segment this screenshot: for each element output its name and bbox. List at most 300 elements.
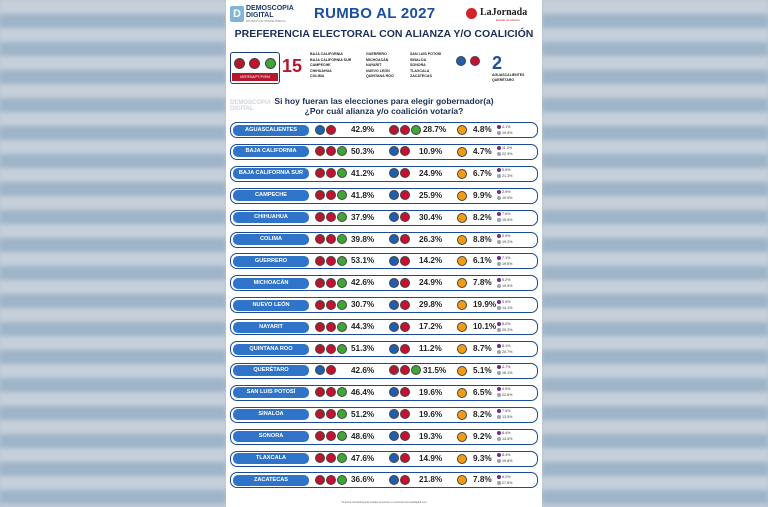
opposition-states [492,73,524,83]
other-party-icon [497,300,501,304]
brand-name [246,5,294,19]
other-value: 19.5% [502,130,513,135]
other-percentages [497,211,512,223]
state-name: BAJA CALIFORNIA SUR [233,168,309,179]
morena-percentage: 51.3% [351,344,375,353]
state-label: CAMPECHE [310,63,331,68]
pt-logo-icon [326,190,336,200]
mc-logo-icon [457,475,467,485]
state-name: ZACATECAS [233,475,309,486]
watermark-line: DEMOSCOPIA [230,100,272,106]
mc-percentage: 7.8% [473,475,492,485]
survey-question [226,96,542,116]
pri-logo-icon [400,300,410,310]
morena-alliance-logos [315,212,348,223]
other-line [497,414,512,420]
other-line [497,370,512,376]
demoscopia-logo-icon: D [230,6,244,22]
morena-logo-icon [234,58,245,69]
opposition-alliance-logos [389,300,411,311]
infographic-card [226,0,542,507]
undecided-icon [497,481,501,485]
undecided-icon [497,218,501,222]
other-percentages [497,364,512,376]
other-value: 8.1% [502,343,511,348]
morena-percentage: 28.7% [423,125,447,134]
pan-logo-icon [456,56,466,66]
state-name: BAJA CALIFORNIA [233,146,309,157]
state-label: TLAXCALA [410,68,430,73]
pan-logo-icon [389,168,399,178]
other-line [497,130,512,136]
state-label: SAN LUIS POTOSÍ [410,52,442,56]
morena-logo-icon [389,365,399,375]
opposition-percentage: 24.9% [419,278,443,288]
state-label: ZACATECAS [410,74,432,79]
other-party-icon [497,146,501,150]
opposition-alliance-logos [315,365,337,376]
morena-percentage: 31.5% [423,365,447,375]
undecided-icon [497,328,501,332]
other-value: 11.2% [502,146,513,151]
morena-alliance-logos [315,453,348,464]
other-line [497,277,512,283]
morena-logo-icon [315,431,325,441]
opposition-alliance-logos [389,475,411,486]
other-value: 19.5% [502,261,513,266]
pri-logo-icon [400,256,410,266]
morena-alliance-logos [315,322,348,333]
state-name: CHIHUAHUA [233,212,309,223]
pvem-logo-icon [337,234,347,244]
other-percentages [497,452,512,464]
mc-logo-icon [457,344,467,354]
pvem-logo-icon [337,300,347,310]
undecided-icon [497,152,501,156]
state-label: SONORA [410,63,426,68]
undecided-icon [497,174,501,178]
other-value: 20.7% [502,349,513,354]
pt-logo-icon [326,212,336,222]
other-value: 8.4% [502,431,511,436]
other-percentages [497,343,512,355]
state-label: COLIMA [310,74,325,79]
pan-logo-icon [389,146,399,156]
undecided-icon [497,262,501,266]
morena-percentage: 37.9% [351,212,375,222]
pri-logo-icon [326,125,336,135]
table-row [230,166,538,182]
pvem-logo-icon [337,475,347,485]
other-party-icon [497,234,501,238]
pt-logo-icon [326,146,336,156]
mc-percentage: 6.1% [473,256,492,266]
other-value: 5.5% [502,299,511,304]
pvem-logo-icon [337,190,347,200]
mc-logo-icon [457,366,467,376]
opposition-percentage: 19.6% [419,387,443,397]
other-value: 7.6% [502,212,511,217]
other-percentages [497,321,512,333]
pvem-logo-icon [337,344,347,354]
other-party-icon [497,409,501,413]
opposition-percentage: 10.9% [419,146,443,156]
morena-states-col3 [410,52,441,80]
state-name: SONORA [233,431,309,442]
morena-percentage: 50.3% [351,146,375,156]
morena-alliance-logos [389,125,422,136]
opposition-percentage: 24.9% [419,168,443,178]
opposition-alliance-logos [389,190,411,201]
opposition-alliance-logos [315,125,337,136]
pt-logo-icon [249,58,260,69]
pri-logo-icon [400,475,410,485]
morena-alliance-logos [315,300,348,311]
morena-percentage: 36.6% [351,475,375,485]
page-title: RUMBO AL 2027 [314,5,436,22]
mc-logo-icon [457,322,467,332]
pt-logo-icon [326,234,336,244]
other-party-icon [497,278,501,282]
table-row [230,451,538,467]
pvem-logo-icon [265,58,276,69]
pt-logo-icon [400,365,410,375]
other-value: 4.7% [502,365,511,370]
other-percentages [497,233,512,245]
other-line [497,173,512,179]
state-name: TLAXCALA [233,453,309,464]
morena-alliance-label: MORENA/PT/PVEM [232,73,278,81]
mc-logo-icon [457,235,467,245]
morena-logo-icon [315,190,325,200]
other-percentages [497,277,512,289]
other-percentages [497,255,512,267]
morena-logo-icon [315,278,325,288]
opposition-state-count: 2 [492,53,503,73]
mc-percentage: 6.7% [473,168,492,178]
other-line [497,124,512,130]
other-value: 14.5% [502,437,513,442]
morena-percentage: 44.3% [351,322,375,332]
opposition-percentage: 29.8% [419,300,443,310]
opposition-percentage: 11.2% [419,344,442,353]
other-party-icon [497,453,501,457]
state-label: NAYARIT [366,63,382,68]
mc-percentage: 9.9% [473,190,492,200]
other-value: 7.5% [502,409,511,414]
pri-logo-icon [400,409,410,419]
brand-subtitle: ESTUDIOS DE OPINIÓN PÚBLICA [246,20,286,23]
other-value: 15.9% [502,218,513,223]
morena-alliance-logos [315,475,348,486]
undecided-icon [497,284,501,288]
other-percentages [497,167,512,179]
other-value: 8.2% [502,321,511,326]
mc-logo-icon [457,213,467,223]
morena-logo-icon [389,125,399,135]
pan-logo-icon [389,300,399,310]
other-value: 7.1% [502,255,511,260]
morena-logo-icon [315,475,325,485]
pt-logo-icon [326,409,336,419]
morena-alliance-logos [315,190,348,201]
morena-percentage: 53.1% [351,256,375,266]
other-line [497,480,512,486]
morena-percentage: 41.2% [351,168,375,178]
pt-logo-icon [326,344,336,354]
header [226,0,542,26]
table-row [230,341,538,357]
morena-alliance-logos [315,234,348,245]
state-label: AGUASCALIENTES [492,73,525,77]
morena-percentage: 51.2% [351,409,375,419]
morena-percentage: 48.6% [351,431,375,441]
morena-logo-icon [315,387,325,397]
state-name: GUERRERO [233,256,309,267]
mc-logo-icon [457,256,467,266]
pt-logo-icon [326,168,336,178]
pvem-logo-icon [337,387,347,397]
pt-logo-icon [326,431,336,441]
other-line [497,436,512,442]
other-percentages [497,408,512,420]
morena-states-col2 [366,52,394,80]
other-value: 4.1% [502,124,511,129]
pri-logo-icon [400,387,410,397]
pri-logo-icon [400,322,410,332]
other-value: 19.8% [502,459,513,463]
morena-logo-icon [315,409,325,419]
other-value: 4.9% [502,387,511,392]
morena-alliance-badge [230,52,280,84]
other-percentages [497,474,512,486]
opposition-alliance-logos [389,146,411,157]
opposition-percentage: 42.6% [351,365,375,375]
table-row [230,319,538,335]
undecided-icon [497,437,501,441]
mc-logo-icon [457,125,467,135]
opposition-alliance-logos [389,431,411,442]
state-label: BAJA CALIFORNIA [310,52,343,56]
pt-logo-icon [326,387,336,397]
table-row [230,275,538,291]
mc-percentage: 8.2% [473,212,492,222]
table-row [230,385,538,401]
mc-logo-icon [457,191,467,201]
pri-logo-icon [400,234,410,244]
mc-logo-icon [457,388,467,398]
morena-percentage: 39.8% [351,234,375,244]
opposition-percentage: 21.8% [419,475,443,485]
pan-logo-icon [389,387,399,397]
pan-logo-icon [315,125,325,135]
other-party-icon [497,256,501,260]
state-label: QUERÉTARO [492,78,515,82]
mc-percentage: 8.2% [473,409,492,419]
question-line1: Si hoy fueran las elecciones para elegir gobernador(a) [274,96,494,106]
pan-logo-icon [389,475,399,485]
table-row [230,253,538,269]
morena-logo-icon [315,146,325,156]
mc-percentage: 7.8% [473,278,492,288]
opposition-alliance-logos [389,387,411,398]
state-label: CHIHUAHUA [310,68,332,73]
partner-name: LaJornada [480,7,528,18]
other-percentages [497,145,512,157]
state-name: SAN LUIS POTOSÍ [233,387,309,398]
table-row [230,210,538,226]
mc-logo-icon [457,278,467,288]
other-line [497,283,512,289]
pri-logo-icon [400,146,410,156]
morena-alliance-logos [315,409,348,420]
other-party-icon [497,212,501,216]
state-label: SINALOA [410,57,427,62]
opposition-percentage: 30.4% [419,212,443,222]
pri-logo-icon [400,212,410,222]
table-row [230,144,538,160]
undecided-icon [497,415,501,419]
opposition-alliance-logos [389,322,411,333]
mc-percentage: 9.2% [473,431,492,441]
opposition-alliance-logos [389,168,411,179]
other-party-icon [497,125,501,129]
opposition-percentage: 14.2% [419,256,443,266]
mc-percentage: 8.7% [473,344,492,353]
other-value: 19.2% [502,240,513,244]
opposition-alliance-logos [389,409,411,420]
pan-logo-icon [389,322,399,332]
other-value: 14.1% [502,305,513,310]
pvem-logo-icon [411,365,421,375]
other-line [497,217,512,223]
opposition-percentage: 19.3% [419,431,443,441]
opposition-percentage: 26.3% [419,234,443,244]
other-line [497,299,512,305]
morena-logo-icon [315,300,325,310]
footnote: *Nuestra metodología la puedes encontrar en www.demoscopiadigital.com [341,501,427,504]
undecided-icon [497,196,501,200]
opposition-alliance-logos [389,212,411,223]
pvem-logo-icon [337,409,347,419]
other-party-icon [497,322,501,326]
pt-logo-icon [326,300,336,310]
pri-logo-icon [400,168,410,178]
state-name: MICHOACÁN [233,278,309,289]
pan-logo-icon [389,431,399,441]
pri-logo-icon [400,453,410,463]
lajornada-logo-icon [466,8,477,19]
other-line [497,474,512,480]
pvem-logo-icon [337,212,347,222]
pan-logo-icon [389,190,399,200]
state-name: AGUASCALIENTES [233,125,309,136]
other-value: 21.3% [502,174,513,179]
undecided-icon [497,371,501,375]
other-value: 2.9% [502,190,511,195]
mc-percentage: 8.8% [473,234,492,244]
partner-subtitle: Estado de México [496,18,520,22]
state-name: NAYARIT [233,322,309,333]
other-value: 8.4% [502,453,511,457]
other-line [497,255,512,261]
pt-logo-icon [326,278,336,288]
opposition-alliance-logos [389,344,411,355]
brand-line2: DIGITAL [246,12,274,19]
morena-logo-icon [315,256,325,266]
state-label: BAJA CALIFORNIA SUR [310,57,352,62]
morena-percentage: 30.7% [351,300,375,310]
state-name: QUINTANA ROO [233,344,309,355]
pvem-logo-icon [411,125,421,135]
pri-logo-icon [470,56,480,66]
morena-logo-icon [315,322,325,332]
state-name: QUERÉTARO [233,365,309,376]
pvem-logo-icon [337,322,347,332]
other-value: 13.5% [502,415,513,420]
other-party-icon [497,475,501,479]
mc-logo-icon [457,410,467,420]
other-line [497,305,512,311]
blurred-background-left [0,0,226,507]
morena-alliance-logos [315,387,348,398]
other-value: 16.1% [502,371,513,376]
other-percentages [497,386,512,398]
mc-logo-icon [457,454,467,464]
state-name: CAMPECHE [233,190,309,201]
morena-states-col1 [310,52,351,80]
state-name: COLIMA [233,234,309,245]
other-value: 20.2% [502,327,513,332]
other-party-icon [497,344,501,348]
morena-percentage: 41.8% [351,190,375,200]
state-name: NUEVO LEÓN [233,300,309,311]
state-label: NUEVO LEÓN [366,68,390,73]
opposition-percentage: 17.2% [419,322,443,332]
undecided-icon [497,240,501,244]
state-label: MICHOACÁN [366,57,389,62]
opposition-percentage: 25.9% [419,190,443,200]
morena-alliance-logos [389,365,422,376]
mc-percentage: 10.1% [473,322,497,332]
morena-alliance-logos [315,278,348,289]
undecided-icon [497,131,501,135]
other-party-icon [497,387,501,391]
morena-percentage: 47.6% [351,453,375,463]
mc-logo-icon [457,432,467,442]
morena-alliance-logos [315,431,348,442]
other-percentages [497,299,512,311]
pt-logo-icon [400,125,410,135]
table-row [230,472,538,488]
other-value: 6.2% [502,474,511,479]
undecided-icon [497,459,501,463]
morena-logo-icon [315,453,325,463]
other-line [497,151,512,157]
opposition-percentage: 42.9% [351,125,375,134]
blurred-background-right [542,0,768,507]
table-row [230,232,538,248]
undecided-icon [497,350,501,354]
morena-percentage: 46.4% [351,387,375,397]
mc-percentage: 9.3% [473,453,492,463]
alliance-summary [230,48,538,86]
question-line2: ¿Por cuál alianza y/o coalición votaría? [304,106,464,116]
table-row [230,407,538,423]
pvem-logo-icon [337,453,347,463]
morena-logo-icon [315,212,325,222]
pt-logo-icon [326,322,336,332]
